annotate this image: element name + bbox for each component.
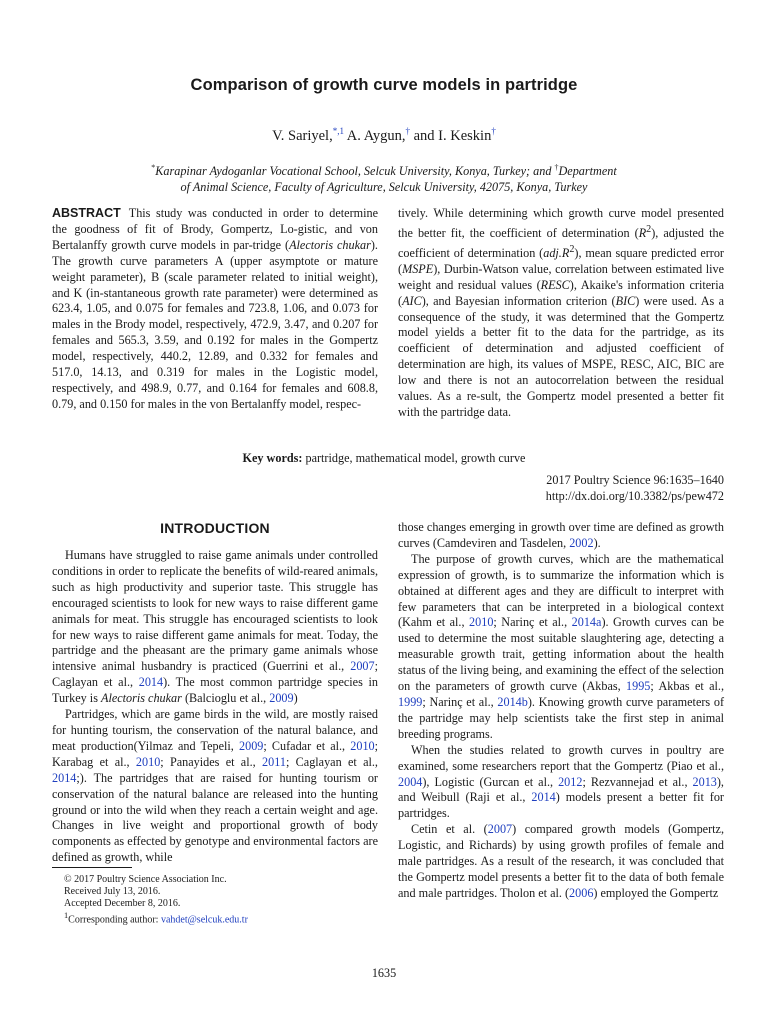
paragraph-text: ), Logistic (Gurcan et al., xyxy=(422,774,559,789)
citation-link[interactable]: 2014b xyxy=(497,694,528,709)
citation-link[interactable]: 2014 xyxy=(138,675,164,690)
abstract-adj-exp: 2 xyxy=(569,243,575,255)
abstract-r-text: ), mean square predicted error ( xyxy=(398,245,724,276)
abstract-r-text: ), Akaike's information criteria ( xyxy=(398,277,724,308)
citation-link[interactable]: 2010 xyxy=(350,738,375,753)
keywords-label: Key words: xyxy=(242,451,303,465)
paragraph-text: The purpose of growth curves, which are the mathematical expression of growth, is to summarize the information which is obtained at different ages and they are difficult to interpret with few parameters that can be interpreted in a biological context (Kahm et al., xyxy=(398,551,724,630)
doi-link[interactable]: http://dx.doi.org/10.3382/ps/pew472 xyxy=(545,489,724,503)
intro-paragraph-1 xyxy=(52,548,378,707)
citation-link[interactable]: 2009 xyxy=(239,738,264,753)
abstract-r-text: ), adjusted the coefficient of determination ( xyxy=(398,225,724,260)
footnote-mark: 1 xyxy=(64,911,69,920)
footnote-corresponding-label: Corresponding author: xyxy=(68,914,161,926)
abstract-text-2: ). The growth curve parameters A (upper asymptote or mature weight parameter), B (scale parameter related to initial weight), and K (in-stantaneous growth rate parameter) were determined as 623.4, 1.05, and 0.075 for females and 723.8, 1.06, and 0.073 for males in the Brody model, respectively, 472.9, 3.47, and 0.207 for females and 565.3, 3.59, and 0.192 for males in the Gompertz model, respectively, 440.2, 12.89, and 0.332 for females and 517.0, 14.13, and 0.319 for males in the Logistic model, respectively, and 498.9, 0.77, and 0.164 for females and 608.8, 0.79, and 0.150 for males in the von Bertalanffy model, respec- xyxy=(52,237,378,411)
paragraph-text: ) employed the Gompertz xyxy=(593,885,719,900)
paragraph-text: ;). The partridges that are raised for hunting tourism or conservation of the natural balance are released into the hunting ground or into the wild when they reach a certain weight and age. Changes in live weight and proportional growth of body components as effected by genotype and environmental factors are defined as growth, while xyxy=(52,770,378,865)
abstract-aic: AIC xyxy=(402,293,422,308)
paragraph-text: ; Narinç et al., xyxy=(493,615,572,630)
citation-link[interactable]: 2014 xyxy=(52,770,77,785)
abstract-r2: R xyxy=(638,225,647,240)
author-list xyxy=(0,126,768,145)
paragraph-text: ) models present a better fit for partridges. xyxy=(398,790,724,821)
author-3: and I. Keskin xyxy=(413,127,492,144)
abstract-text-1: This study was conducted in order to determine the goodness of fit of Brody, Gompertz, Lo-gistic, and von Bertalanffy growth curve models in par-tridge ( xyxy=(52,206,378,252)
paragraph-text: Partridges, which are game birds in the wild, are mostly raised for hunting tourism, the conservation of the natural balance, and meat production(Yilmaz and Tepeli, xyxy=(52,707,378,753)
paragraph-text: those changes emerging in growth over time are defined as growth curves (Camdeviren and Tasdelen, xyxy=(398,520,724,550)
footnote-received: Received July 13, 2016. xyxy=(64,886,161,897)
paragraph-text: ). The most common partridge species in Turkey is xyxy=(52,675,378,706)
corresponding-email-link[interactable]: vahdet@selcuk.edu.tr xyxy=(160,914,248,926)
paragraph-text: ) compared growth models (Gompertz, Logistic, and Richards) by using growth profiles of female and male partridges. As a result of the research, it was concluded that the Gompertz model presents a better fit to the data of both female and male partridges. Tholon et al. ( xyxy=(398,822,724,900)
intro-paragraph-2 xyxy=(52,707,378,866)
author-3-mark[interactable]: † xyxy=(491,126,496,136)
paragraph-text: ; Panayides et al., xyxy=(160,754,263,769)
keywords-text: partridge, mathematical model, growth curve xyxy=(305,451,526,465)
footnote-divider xyxy=(52,867,132,868)
abstract-species: Alectoris chukar xyxy=(289,237,371,252)
paragraph-text: ). Growth curves can be used to determine the most suitable slaughtering age, detecting a measurable growth trait, getting information about the health status of the living being, and examining the effect of the selection on the parameters of growth curve (Akbas, xyxy=(398,615,724,694)
paragraph-text: ; Caglayan et al., xyxy=(52,659,378,690)
author-2: A. Aygun, xyxy=(346,127,406,144)
citation-link[interactable]: 2013 xyxy=(692,774,717,789)
footnote-copyright: © 2017 Poultry Science Association Inc. xyxy=(64,874,227,885)
abstract-mspe: MSPE xyxy=(402,261,434,276)
page-number: 1635 xyxy=(371,966,397,980)
paragraph-text: ; Rezvannejad et al., xyxy=(582,774,693,789)
paragraph-text: ) xyxy=(293,691,298,706)
intro-paragraph-continued xyxy=(398,520,724,552)
abstract-adj-r2: adj.R xyxy=(543,245,570,260)
abstract-resc: RESC xyxy=(540,277,570,292)
journal-reference: 2017 Poultry Science 96:1635–1640 xyxy=(546,473,724,487)
author-1: V. Sariyel, xyxy=(272,127,333,144)
paragraph-text: ; Narinç et al., xyxy=(422,694,498,709)
abstract-r-text: tively. While determining which growth curve model presented the better fit, the coefficient of determination ( xyxy=(398,206,724,240)
paragraph-text: ). xyxy=(593,535,601,550)
citation-link[interactable]: 2002 xyxy=(569,535,594,550)
citation-link[interactable]: 2014 xyxy=(531,790,556,805)
intro-paragraph-4 xyxy=(398,743,724,823)
paragraph-text: Cetin et al. ( xyxy=(411,822,488,837)
affil-line-1-end: Department xyxy=(558,164,617,179)
abstract-r-text: ) were used. As a consequence of the study, it was determined that the Gompertz model yields a better fit to the data for the partridge, as its coefficient of determination and adjusted coefficient of determination are high, its values of MSPE, RESC, AIC, BIC are low and there is not an autocorrelation between the residual values. As a re-sult, the Gompertz model presented a better fit with the partridge data. xyxy=(398,293,724,419)
citation-link[interactable]: 2010 xyxy=(469,615,494,630)
paragraph-text: ). Knowing growth curve parameters of the partridge may help scientists take the first step in animal breeding programs. xyxy=(398,694,725,741)
citation-link[interactable]: 2014a xyxy=(571,615,602,630)
citation-link[interactable]: 2012 xyxy=(558,774,583,789)
citation-link[interactable]: 2009 xyxy=(269,691,294,706)
citation-link[interactable]: 2007 xyxy=(350,659,375,674)
abstract-right-column xyxy=(398,206,724,421)
paragraph-text: ; Akbas et al., xyxy=(650,679,724,694)
citation-link[interactable]: 1995 xyxy=(626,679,651,694)
footnotes xyxy=(64,874,384,926)
abstract-r-text: ), Durbin-Watson value, correlation between estimated live weight and residual values ( xyxy=(398,261,724,292)
abstract-bic: BIC xyxy=(615,293,636,308)
paragraph-text: ; Cufadar et al., xyxy=(263,738,351,753)
abstract-left-column xyxy=(52,206,378,413)
abstract-r-text: ), and Bayesian information criterion ( xyxy=(421,293,616,308)
paragraph-text: (Balcioglu et al., xyxy=(181,691,270,706)
paragraph-text: When the studies related to growth curves in poultry are examined, some researchers report that the Gompertz (Piao et al., xyxy=(398,742,724,773)
footnote-accepted: Accepted December 8, 2016. xyxy=(64,898,181,909)
paragraph-text: ), and Weibull (Raji et al., xyxy=(398,774,724,805)
paper-title: Comparison of growth curve models in partridge xyxy=(190,76,578,94)
affil-mark-1: * xyxy=(151,163,156,172)
footnote-corresponding xyxy=(64,910,384,926)
introduction-right-column xyxy=(398,520,724,902)
author-1-marks[interactable]: *,1 xyxy=(332,126,344,136)
species-name: Alectoris chukar xyxy=(101,691,182,706)
journal-citation xyxy=(546,472,724,504)
paragraph-text: ; Karabag et al., xyxy=(52,738,379,769)
citation-link[interactable]: 1999 xyxy=(398,694,423,709)
affil-line-2: of Animal Science, Faculty of Agriculture, Selcuk University, 42075, Konya, Turkey xyxy=(180,180,588,195)
citation-link[interactable]: 2010 xyxy=(135,754,161,769)
paragraph-text: Humans have struggled to raise game animals under controlled conditions in order to replicate the benefits of wild-reared animals, such as high productivity and superior taste. This struggle has encouraged scientists to look for new ways to raise different game animals for meat. This struggle has encouraged scientists to look for new ways to raise different game animals for meat. Today, the partridge and the pheasant are the primary game animals whose intensive animal husbandry is practiced (Guerrini et al., xyxy=(52,548,378,674)
section-heading-introduction: INTRODUCTION xyxy=(160,520,270,536)
citation-link[interactable]: 2006 xyxy=(569,885,594,900)
affiliations xyxy=(40,160,728,195)
intro-paragraph-5 xyxy=(398,822,724,902)
abstract-label: ABSTRACT xyxy=(52,206,121,220)
introduction-left-column xyxy=(52,548,378,866)
affil-line-1: Karapinar Aydoganlar Vocational School, Selcuk University, Konya, Turkey; and xyxy=(155,164,552,179)
keywords xyxy=(0,451,768,466)
paragraph-text: ; Caglayan et al., xyxy=(285,754,378,769)
author-2-mark[interactable]: † xyxy=(405,126,410,136)
citation-link[interactable]: 2007 xyxy=(487,822,513,837)
citation-link[interactable]: 2011 xyxy=(262,754,286,769)
affil-mark-2: † xyxy=(554,163,559,172)
abstract-r2-exp: 2 xyxy=(646,223,652,235)
citation-link[interactable]: 2004 xyxy=(398,774,423,789)
intro-paragraph-3 xyxy=(398,552,724,743)
